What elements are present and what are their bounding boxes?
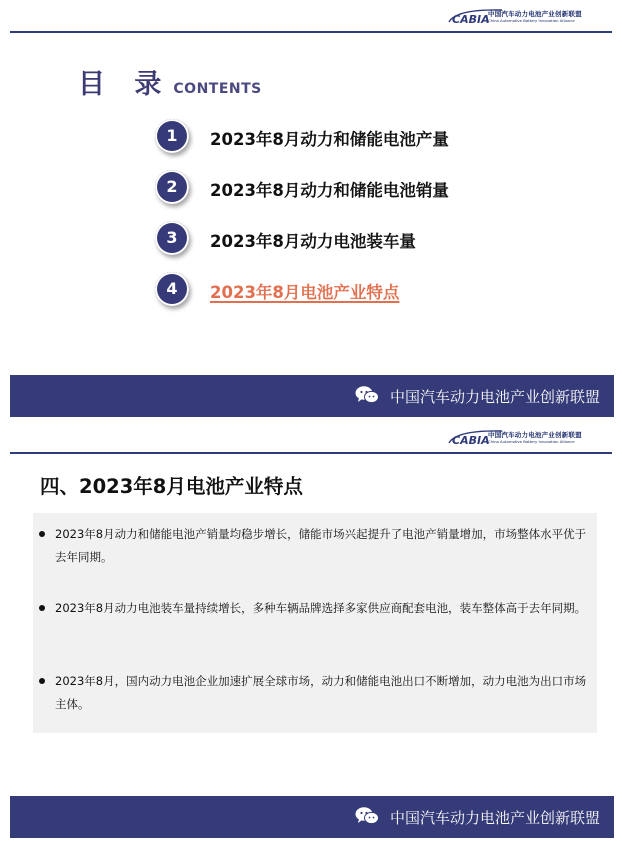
bullet-dot [39, 605, 45, 611]
logo-text: CABIA [452, 13, 490, 26]
bullet-text: 2023年8月动力电池装车量持续增长，多种车辆品牌选择多家供应商配套电池，装车整体高于去年同期。 [55, 601, 587, 615]
toc-item-label-active[interactable]: 2023年8月电池产业特点 [210, 283, 400, 302]
toc-title-zh: 目 录 [78, 69, 172, 100]
toc-title-en: CONTENTS [173, 81, 262, 97]
footer-band [10, 796, 614, 838]
bullet-dot [39, 678, 45, 684]
toc-item-label: 2023年8月动力和储能电池产量 [210, 130, 449, 149]
toc-item-label: 2023年8月动力电池装车量 [210, 232, 416, 251]
contents-page [0, 0, 622, 420]
toc-item-3[interactable] [155, 221, 535, 261]
toc-item-2[interactable] [155, 170, 535, 210]
org-name-cn: 中国汽车动力电池产业创新联盟 [488, 10, 582, 18]
org-name-en: China Automotive Battery Innovation Alliance [488, 439, 575, 444]
section-title: 四、2023年8月电池产业特点 [40, 475, 303, 498]
page-header [0, 421, 622, 453]
toc-number-badge: 3 [155, 221, 189, 255]
bullet-text: 2023年8月动力和储能电池产销量均稳步增长，储能市场兴起提升了电池产销量增加，市场整体水平优于去年同期。 [55, 527, 587, 564]
footer-org-name: 中国汽车动力电池产业创新联盟 [389, 809, 600, 827]
bullet-text: 2023年8月，国内动力电池企业加速扩展全球市场，动力和储能电池出口不断增加，动力电池为出口市场主体。 [55, 674, 587, 711]
bullet-dot [39, 531, 45, 537]
header-rule [10, 31, 612, 33]
footer-org-name: 中国汽车动力电池产业创新联盟 [389, 388, 600, 406]
toc-number-badge: 2 [155, 170, 189, 204]
page-header [0, 0, 622, 32]
toc-item-1[interactable] [155, 119, 535, 159]
wechat-icon [354, 806, 380, 826]
toc-number-badge: 1 [155, 119, 189, 153]
toc-title [78, 62, 262, 101]
wechat-icon [354, 385, 380, 405]
org-name-cn: 中国汽车动力电池产业创新联盟 [488, 431, 582, 439]
toc-item-4[interactable] [155, 272, 535, 312]
toc-item-label: 2023年8月动力和储能电池销量 [210, 181, 449, 200]
findings-panel [33, 513, 597, 733]
footer-band [10, 375, 614, 417]
header-rule [10, 452, 612, 454]
toc-number-badge: 4 [155, 272, 189, 306]
logo-text: CABIA [452, 434, 490, 447]
section-page [0, 421, 622, 841]
org-name-en: China Automotive Battery Innovation Alliance [488, 18, 575, 23]
